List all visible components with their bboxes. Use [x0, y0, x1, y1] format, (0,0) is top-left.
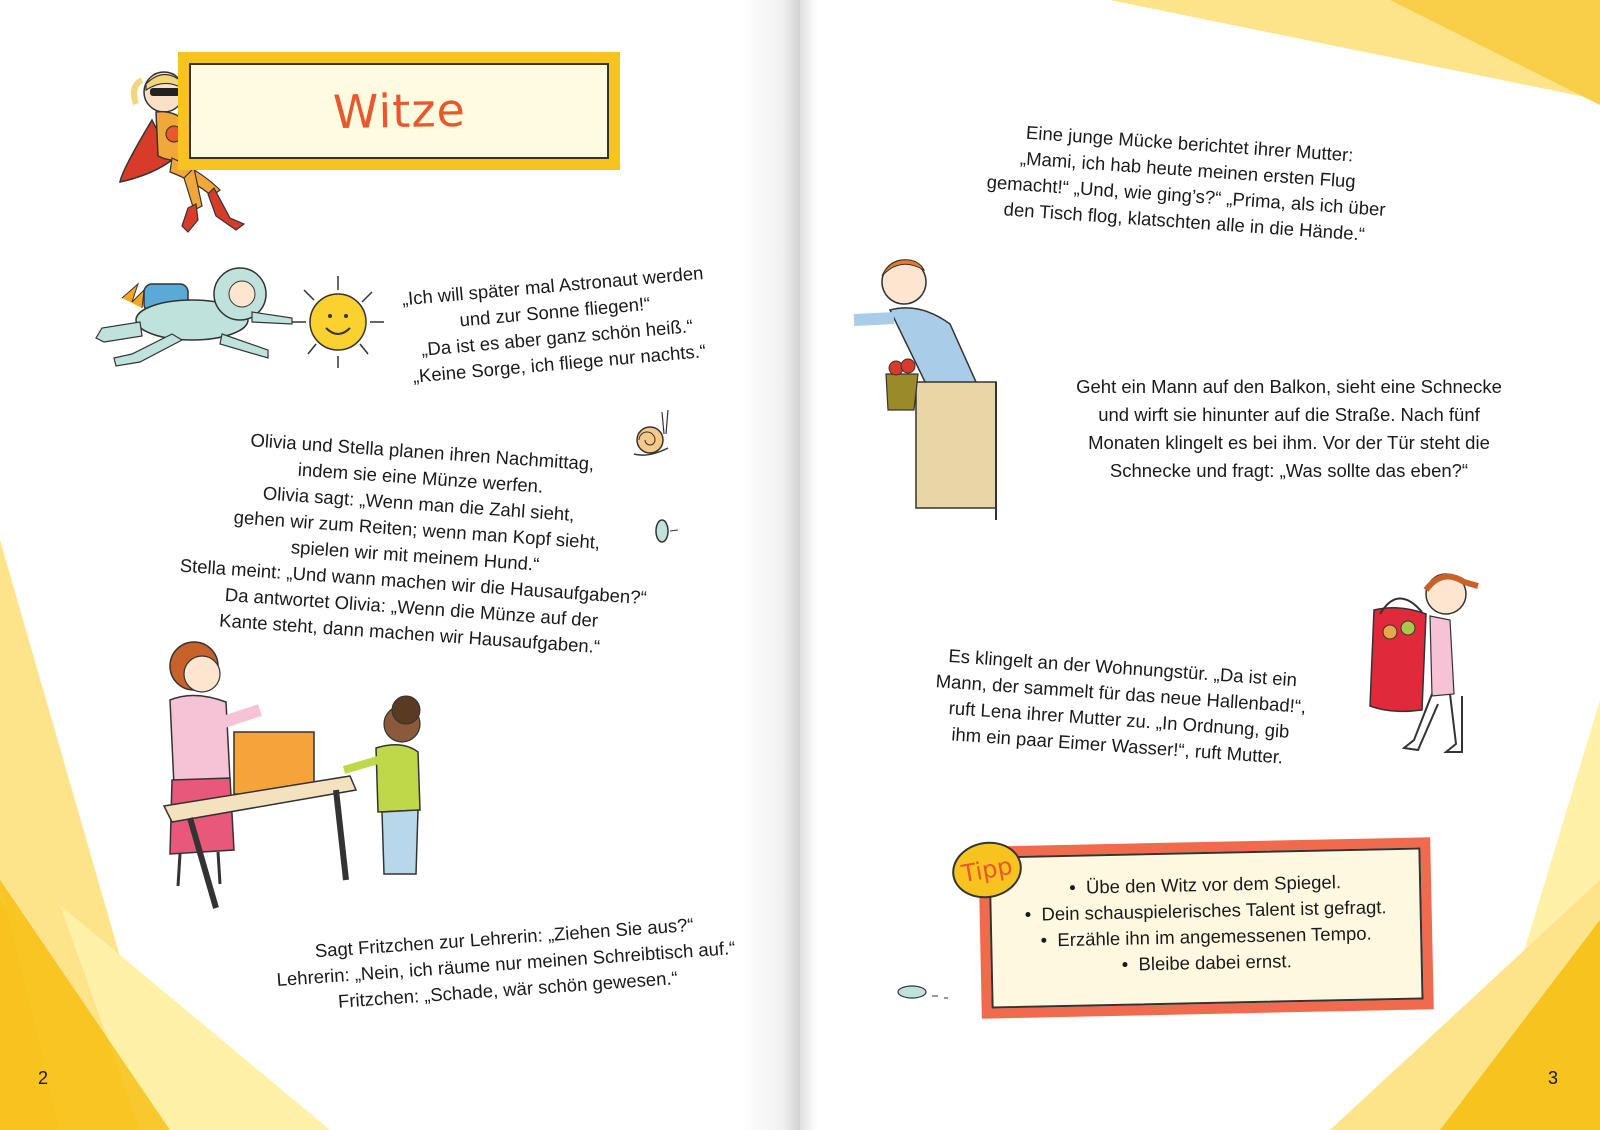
joke-fritzchen: Sagt Fritzchen zur Lehrerin: „Ziehen Sie aus?“ Lehrerin: „Nein, ich räume nur meinen Schreibtisch auf.“ Fritzchen: „Schade, wär schön gewesen.“ — [275, 913, 736, 1012]
title-inner — [189, 63, 609, 159]
girl-carrying-bag-illustration — [1350, 564, 1500, 764]
joke-hallenbad: Es klingelt an der Wohnungstür. „Da ist ein Mann, der sammelt für das neue Hallenbad!“, ruft Lena ihrer Mutter zu. „In Ordnung, gib ihm ein paar Eimer Wasser!“, ruft Mutter. — [935, 644, 1307, 767]
tipp-list — [1001, 868, 1411, 981]
tipp-item: • Dein schauspielerisches Talent ist gefragt. — [1001, 894, 1409, 929]
smiling-sun-illustration — [288, 272, 388, 372]
page-number-right: 3 — [1548, 1068, 1559, 1088]
astronaut-illustration — [92, 262, 302, 372]
joke-astronaut: „Ich will später mal Astronaut werden und zur Sonne fliegen!“ „Da ist es aber ganz schön heiß.“ „Keine Sorge, ich fliege nur nachts.“ — [401, 261, 707, 387]
snail-on-floor-illustration — [896, 980, 956, 1004]
page-title: Witze — [332, 82, 466, 140]
joke-olivia-stella: Olivia und Stella planen ihren Nachmittag, indem sie eine Münze werfen. Olivia sagt: „Wenn man die Zahl sieht, gehen wir zum Reiten; wenn man Kopf sieht, spielen wir mit meinem Hund.“ Stella meint: „Und wann machen wir die Hausaufgaben?“ Da antwortet Olivia: „Wenn die Münze auf der Kante steht, dann machen wir Hausaufgaben.“ — [179, 428, 648, 657]
tipp-item: • Bleibe dabei ernst. — [1003, 946, 1411, 981]
gutter-shadow-right — [800, 0, 818, 1130]
tipp-inner — [988, 847, 1423, 1008]
tipp-item: • Erzähle ihn im angemessenen Tempo. — [1002, 920, 1410, 955]
joke-schnecke: Geht ein Mann auf den Balkon, sieht eine Schnecke und wirft sie hinunter auf die Straße. Nach fünf Monaten klingelt es bei ihm. Vor der Tür steht die Schnecke und fragt: „Was sollte das eben?“ — [1076, 375, 1502, 481]
teacher-at-desk-illustration — [150, 640, 440, 940]
title-box — [178, 52, 620, 170]
joke-muecke: Eine junge Mücke berichtet ihrer Mutter: „Mami, ich hab heute meinen ersten Flug gemacht!“ „Und, wie ging’s?“ „Prima, als ich über den Tisch flog, klatschten alle in die Hände.“ — [986, 121, 1387, 245]
man-on-balcony-illustration — [850, 254, 1030, 534]
tipp-item: • Übe den Witz vor dem Spiegel. — [1001, 868, 1409, 903]
page-number-left: 2 — [38, 1068, 49, 1088]
tipp-box — [978, 837, 1434, 1018]
tipp-badge-label: Tipp — [959, 851, 1015, 889]
